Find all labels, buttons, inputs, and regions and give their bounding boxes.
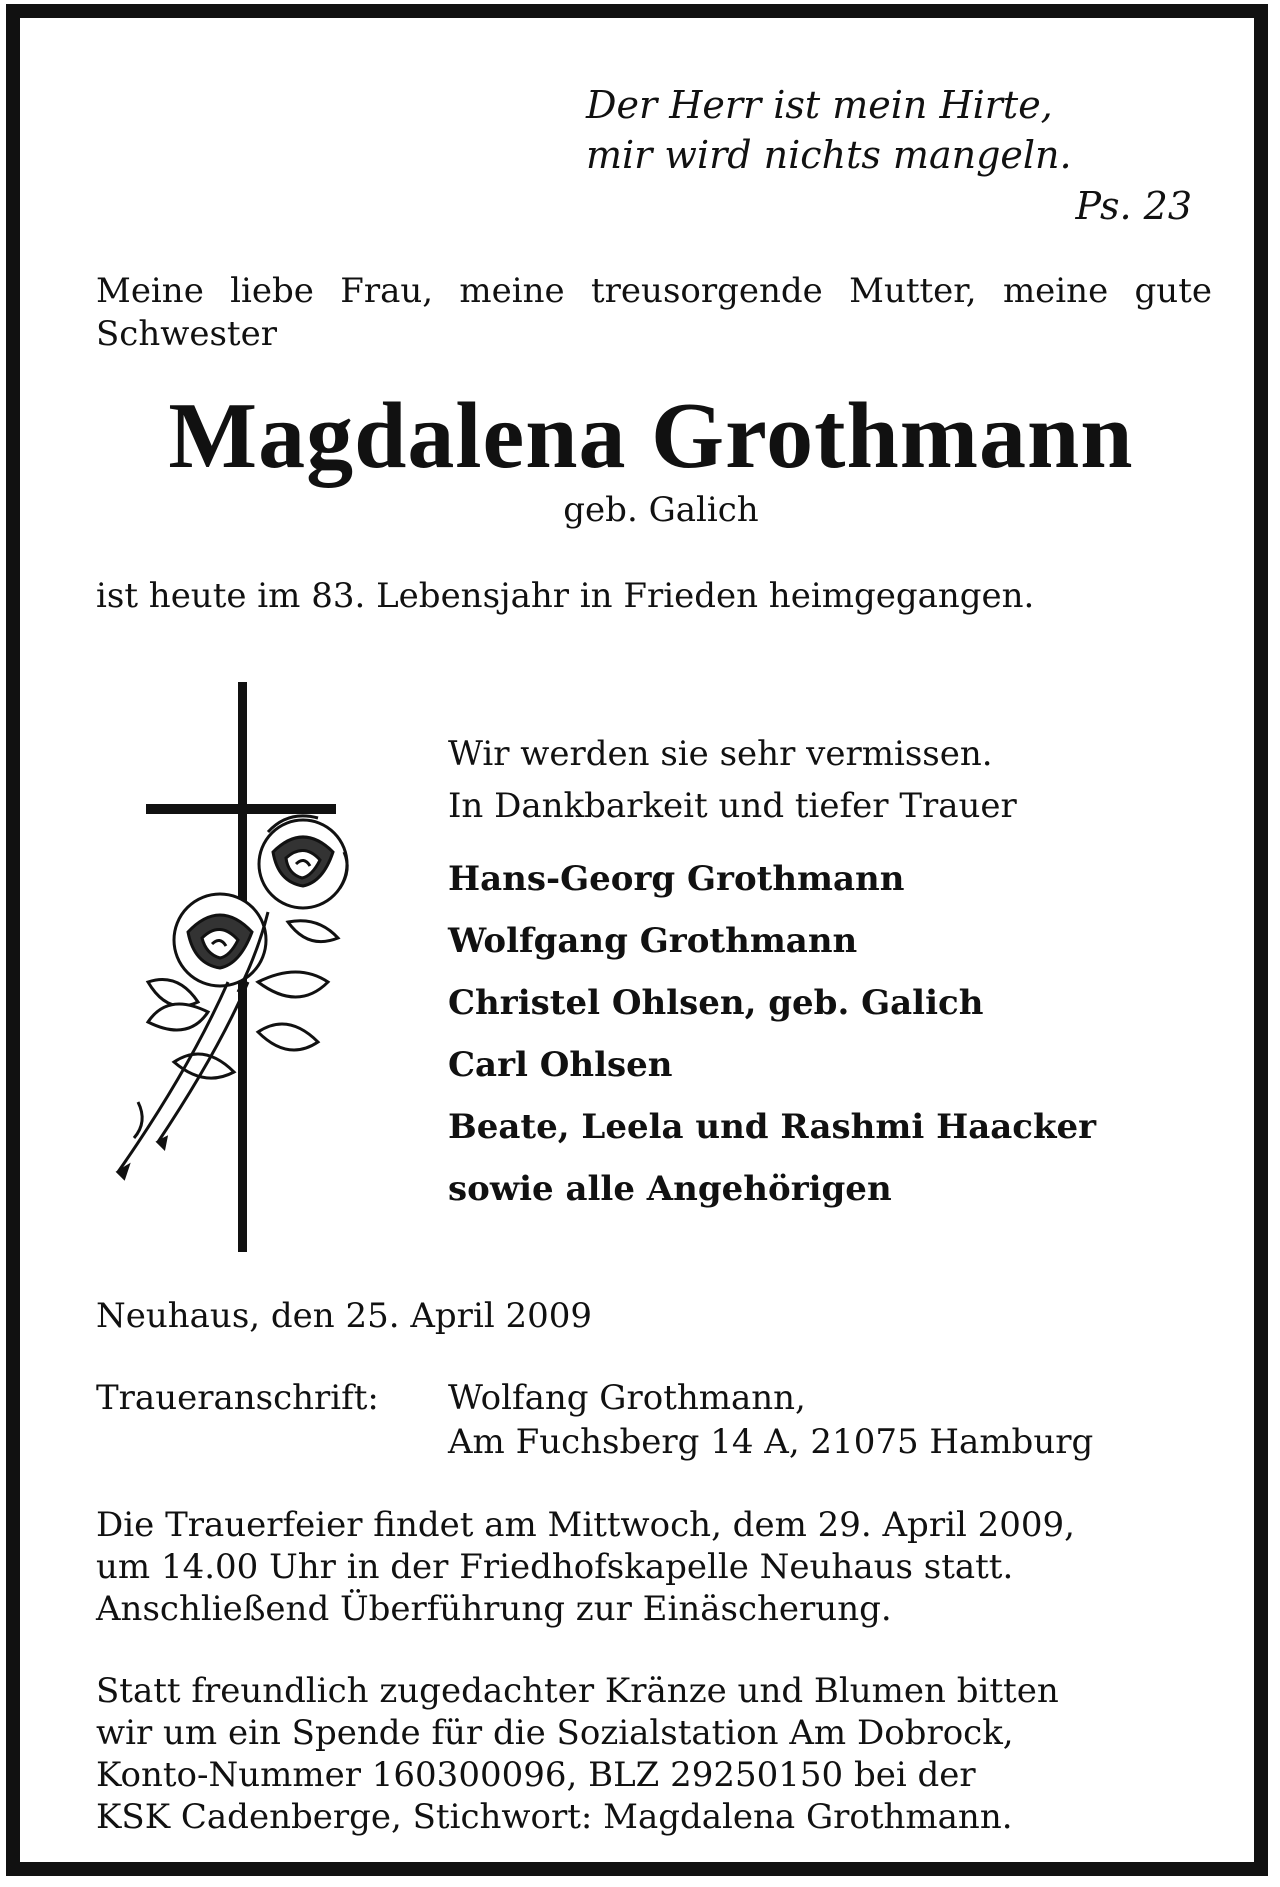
mourners-block <box>448 728 1208 1220</box>
service-line-2: um 14.00 Uhr in der Friedhofskapelle Neuhaus statt. <box>96 1547 1014 1587</box>
donation-line-3: Konto-Nummer 160300096, BLZ 29250150 bei der <box>96 1755 976 1795</box>
mourner-name: Carl Ohlsen <box>448 1045 673 1085</box>
donation-line-2: wir um ein Spende für die Sozialstation Am Dobrock, <box>96 1713 1014 1753</box>
address-line-1: Wolfang Grothmann, <box>448 1378 806 1418</box>
psalm-quote <box>586 80 1226 180</box>
place-date: Neuhaus, den 25. April 2009 <box>96 1296 593 1336</box>
passing-text: ist heute im 83. Lebensjahr in Frieden heimgegangen. <box>96 576 1035 616</box>
donation-text <box>96 1670 1212 1838</box>
maiden-name: geb. Galich <box>563 490 759 530</box>
mourners-line-1: Wir werden sie sehr vermissen. <box>448 734 993 774</box>
mourner-name: Hans-Georg Grothmann <box>448 859 905 899</box>
psalm-reference: Ps. 23 <box>1075 184 1192 228</box>
address-label: Traueranschrift: <box>96 1378 379 1418</box>
donation-line-4: KSK Cadenberge, Stichwort: Magdalena Grothmann. <box>96 1797 1013 1837</box>
mourner-name: Wolfgang Grothmann <box>448 921 858 961</box>
address-lines <box>448 1376 1216 1464</box>
service-line-3: Anschließend Überführung zur Einäscherung. <box>96 1589 892 1629</box>
mourners-line-2: In Dankbarkeit und tiefer Trauer <box>448 786 1017 826</box>
psalm-line-2: mir wird nichts mangeln. <box>586 133 1072 177</box>
obituary-frame <box>6 4 1268 1876</box>
donation-line-1: Statt freundlich zugedachter Kränze und Blumen bitten <box>96 1671 1059 1711</box>
mourners-names <box>448 848 1208 1220</box>
intro-text: Meine liebe Frau, meine treusorgende Mutter, meine gute Schwester <box>96 271 1212 354</box>
mourner-name: Christel Ohlsen, geb. Galich <box>448 983 984 1023</box>
address-line-2: Am Fuchsberg 14 A, 21075 Hamburg <box>448 1422 1094 1462</box>
psalm-line-1: Der Herr ist mein Hirte, <box>586 83 1053 127</box>
deceased-name: Magdalena Grothmann <box>168 384 1134 488</box>
cross-with-roses-icon <box>108 682 358 1252</box>
mourner-name: sowie alle Angehörigen <box>448 1169 892 1209</box>
service-line-1: Die Trauerfeier findet am Mittwoch, dem 29. April 2009, <box>96 1505 1075 1545</box>
funeral-service-text <box>96 1504 1212 1630</box>
mourner-name: Beate, Leela und Rashmi Haacker <box>448 1107 1097 1147</box>
